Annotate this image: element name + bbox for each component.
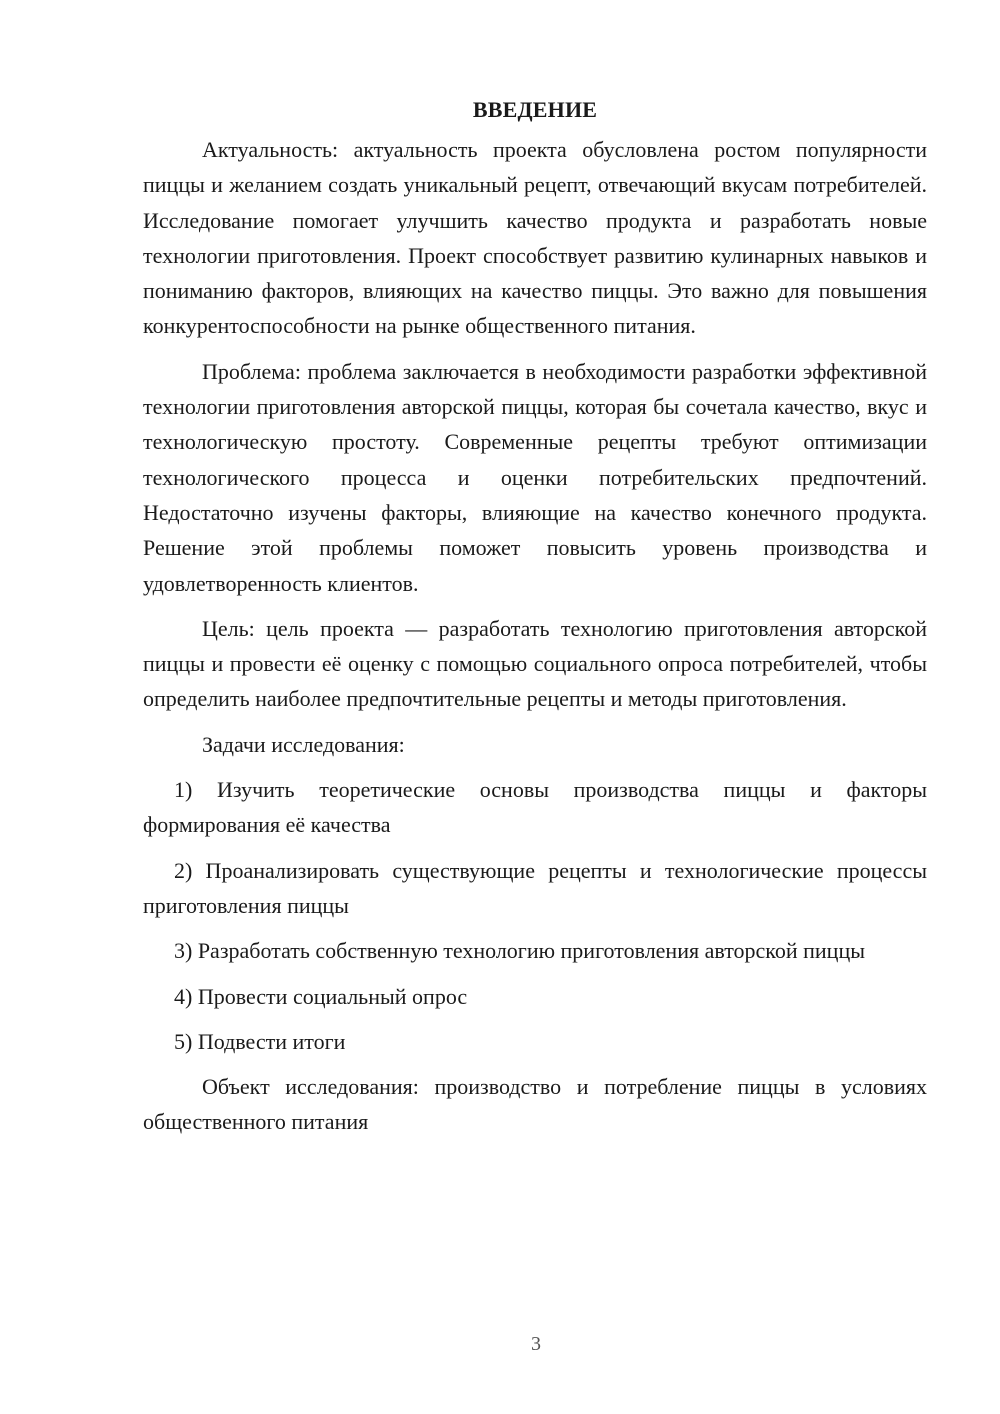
- task-item-1: 1) Изучить теоретические основы производства пиццы и факторы формирования её качества: [143, 777, 927, 838]
- page-number: 3: [531, 1333, 541, 1355]
- task-item-2: 2) Проанализировать существующие рецепты и технологические процессы приготовления пиццы: [143, 857, 927, 918]
- task-item-5: 5) Подвести итоги: [174, 1028, 346, 1054]
- tasks-heading: Задачи исследования:: [202, 731, 405, 757]
- task-item-3: 3) Разработать собственную технологию приготовления авторской пиццы: [174, 938, 866, 964]
- paragraph-relevance: Актуальность: актуальность проекта обусловлена ростом популярности пиццы и желанием создать уникальный рецепт, отвечающий вкусам потребителей. Исследование помогает улучшить качество продукта и разработать новые технологии приготовления. Проект способствует развитию кулинарных навыков и пониманию факторов, влияющих на качество пиццы. Это важно для повышения конкурентоспособности на рынке общественного питания.: [143, 137, 927, 339]
- paragraph-goal: Цель: цель проекта — разработать технологию приготовления авторской пиццы и провести её оценку с помощью социального опроса потребителей, чтобы определить наиболее предпочтительные рецепты и методы приготовления.: [143, 615, 927, 712]
- task-item-4: 4) Провести социальный опрос: [174, 983, 468, 1009]
- paragraph-object: Объект исследования: производство и потребление пиццы в условиях общественного питания: [143, 1074, 927, 1135]
- paragraph-problem: Проблема: проблема заключается в необходимости разработки эффективной технологии приготовления авторской пиццы, которая бы сочетала качество, вкус и технологическую простоту. Современные рецепты требуют оптимизации технологического процесса и оценки потребительских предпочтений. Недостаточно изучены факторы, влияющие на качество конечного продукта. Решение этой проблемы поможет повысить уровень производства и удовлетворенность клиентов.: [143, 358, 927, 596]
- page-content: [143, 92, 927, 1150]
- section-heading: ВВЕДЕНИЕ: [472, 97, 598, 122]
